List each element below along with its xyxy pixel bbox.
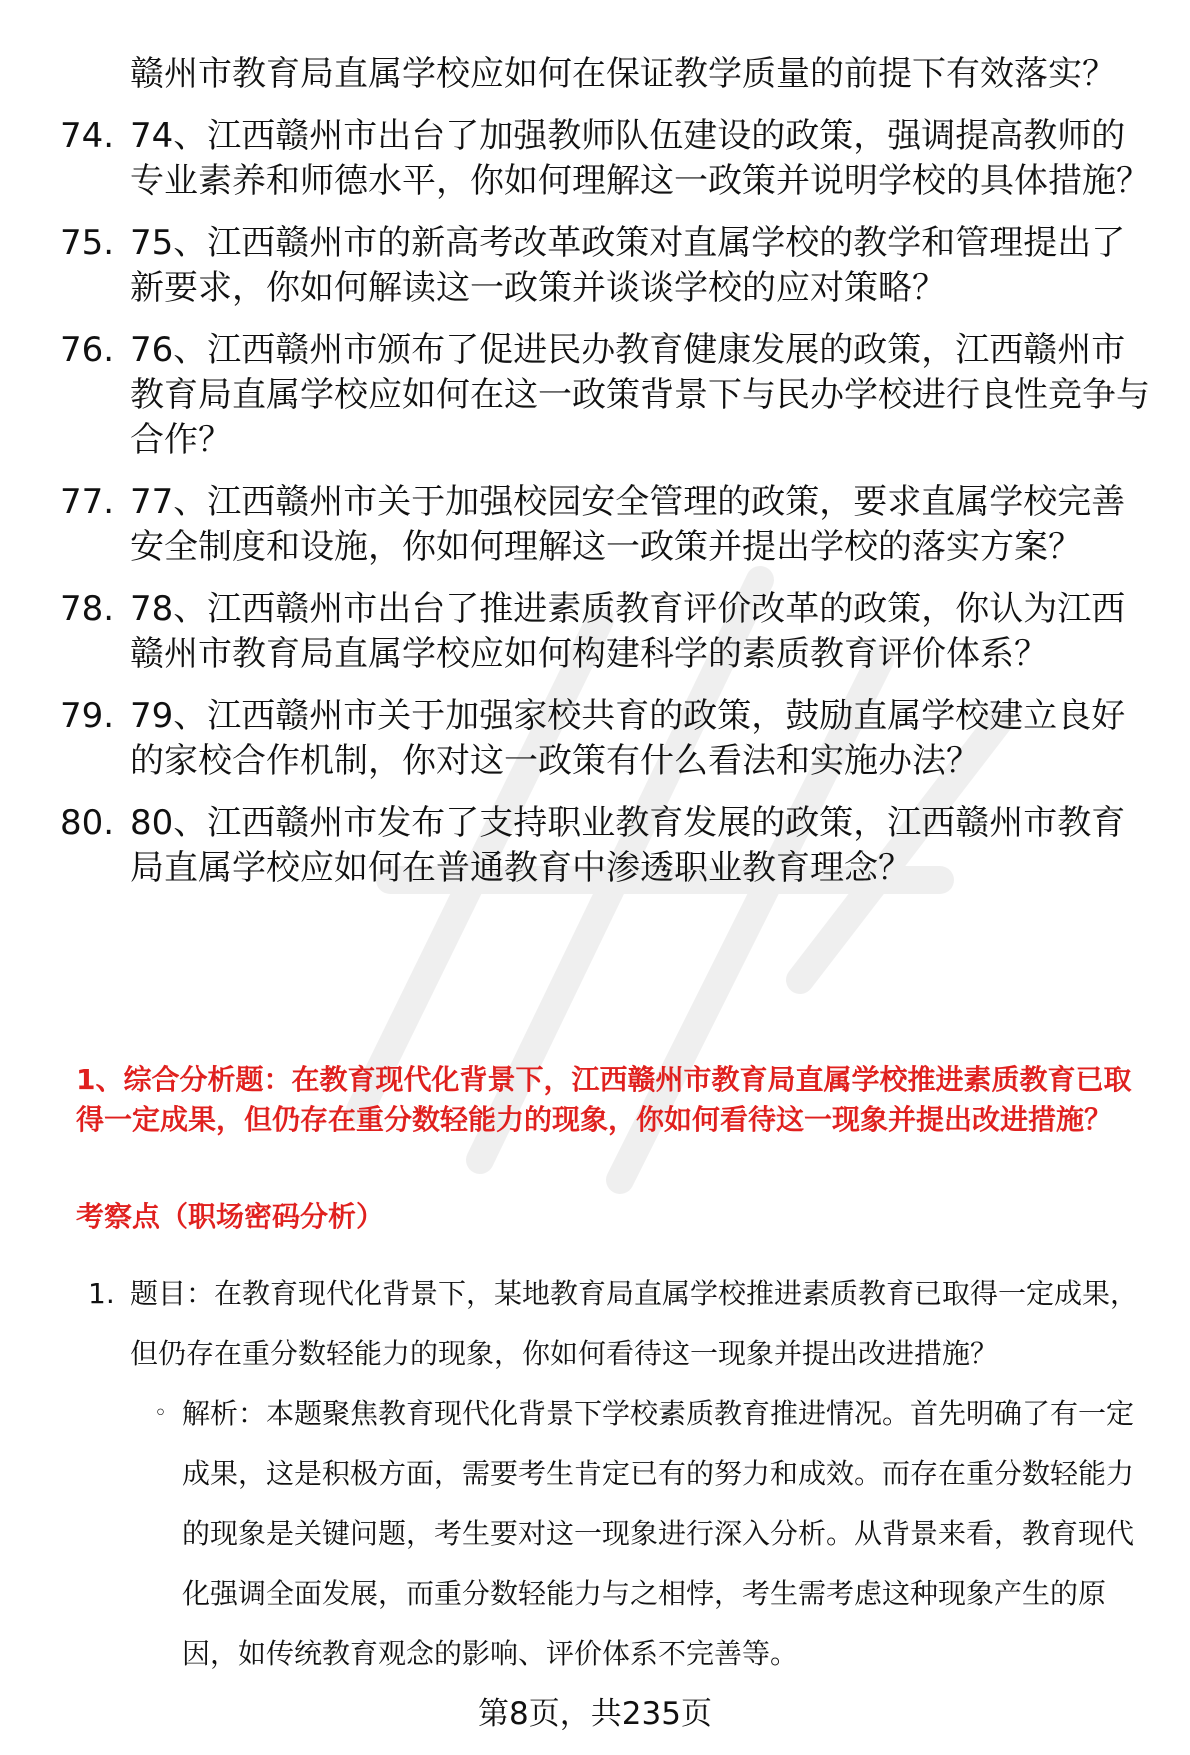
question-list	[60, 52, 1150, 908]
question-text: 74、江西赣州市出台了加强教师队伍建设的政策，强调提高教师的专业素养和师德水平，你如何理解这一政策并说明学校的具体措施？	[130, 116, 1150, 201]
question-number	[60, 52, 130, 97]
analysis-question: 题目：在教育现代化背景下，某地教育局直属学校推进素质教育已取得一定成果，但仍存在重分数轻能力的现象，你如何看待这一现象并提出改进措施？	[130, 1277, 1139, 1370]
question-text: 76、江西赣州市颁布了促进民办教育健康发展的政策，江西赣州市教育局直属学校应如何在这一政策背景下与民办学校进行良性竞争与合作？	[130, 330, 1150, 460]
question-text: 78、江西赣州市出台了推进素质教育评价改革的政策，你认为江西赣州市教育局直属学校应如何构建科学的素质教育评价体系？	[130, 589, 1126, 674]
question-item	[60, 221, 1150, 311]
question-text: 赣州市教育局直属学校应如何在保证教学质量的前提下有效落实？	[130, 54, 1116, 94]
page-footer: 第8页，共235页	[478, 1696, 712, 1732]
question-text: 75、江西赣州市的新高考改革政策对直属学校的教学和管理提出了新要求，你如何解读这一政策并谈谈学校的应对策略？	[130, 223, 1126, 308]
question-item	[60, 801, 1150, 891]
question-item	[60, 328, 1150, 463]
section-title: 1、综合分析题：在教育现代化背景下，江西赣州市教育局直属学校推进素质教育已取得一定成果，但仍存在重分数轻能力的现象，你如何看待这一现象并提出改进措施？	[76, 1063, 1132, 1136]
question-number: 79.	[60, 696, 115, 736]
analysis-block	[88, 1264, 1158, 1684]
question-number: 76.	[60, 330, 115, 370]
analysis-item	[88, 1264, 1158, 1384]
question-number: 78.	[60, 589, 115, 629]
analysis-explanation: 解析：本题聚焦教育现代化背景下学校素质教育推进情况。首先明确了有一定成果，这是积极方面，需要考生肯定已有的努力和成效。而存在重分数轻能力的现象是关键问题，考生要对这一现象进行深入分析。从背景来看，教育现代化强调全面发展，而重分数轻能力与之相悖，考生需考虑这种现象产生的原因，如传统教育观念的影响、评价体系不完善等。	[182, 1397, 1135, 1670]
question-number: 77.	[60, 482, 115, 522]
question-item	[60, 114, 1150, 204]
question-number: 80.	[60, 803, 115, 843]
question-item	[60, 480, 1150, 570]
points-label: 考察点（职场密码分析）	[76, 1200, 385, 1233]
question-text: 77、江西赣州市关于加强校园安全管理的政策，要求直属学校完善安全制度和设施，你如何理解这一政策并提出学校的落实方案？	[130, 482, 1126, 567]
question-item	[60, 52, 1150, 97]
question-number: 74.	[60, 116, 115, 156]
circle-bullet-icon: ◦	[154, 1401, 167, 1426]
analysis-sub-item	[154, 1384, 1154, 1684]
question-text: 79、江西赣州市关于加强家校共育的政策，鼓励直属学校建立良好的家校合作机制，你对这一政策有什么看法和实施办法？	[130, 696, 1126, 781]
question-item	[60, 694, 1150, 784]
question-item	[60, 587, 1150, 677]
analysis-number: 1.	[88, 1277, 115, 1310]
question-number: 75.	[60, 223, 115, 263]
question-text: 80、江西赣州市发布了支持职业教育发展的政策，江西赣州市教育局直属学校应如何在普通教育中渗透职业教育理念？	[130, 803, 1126, 888]
